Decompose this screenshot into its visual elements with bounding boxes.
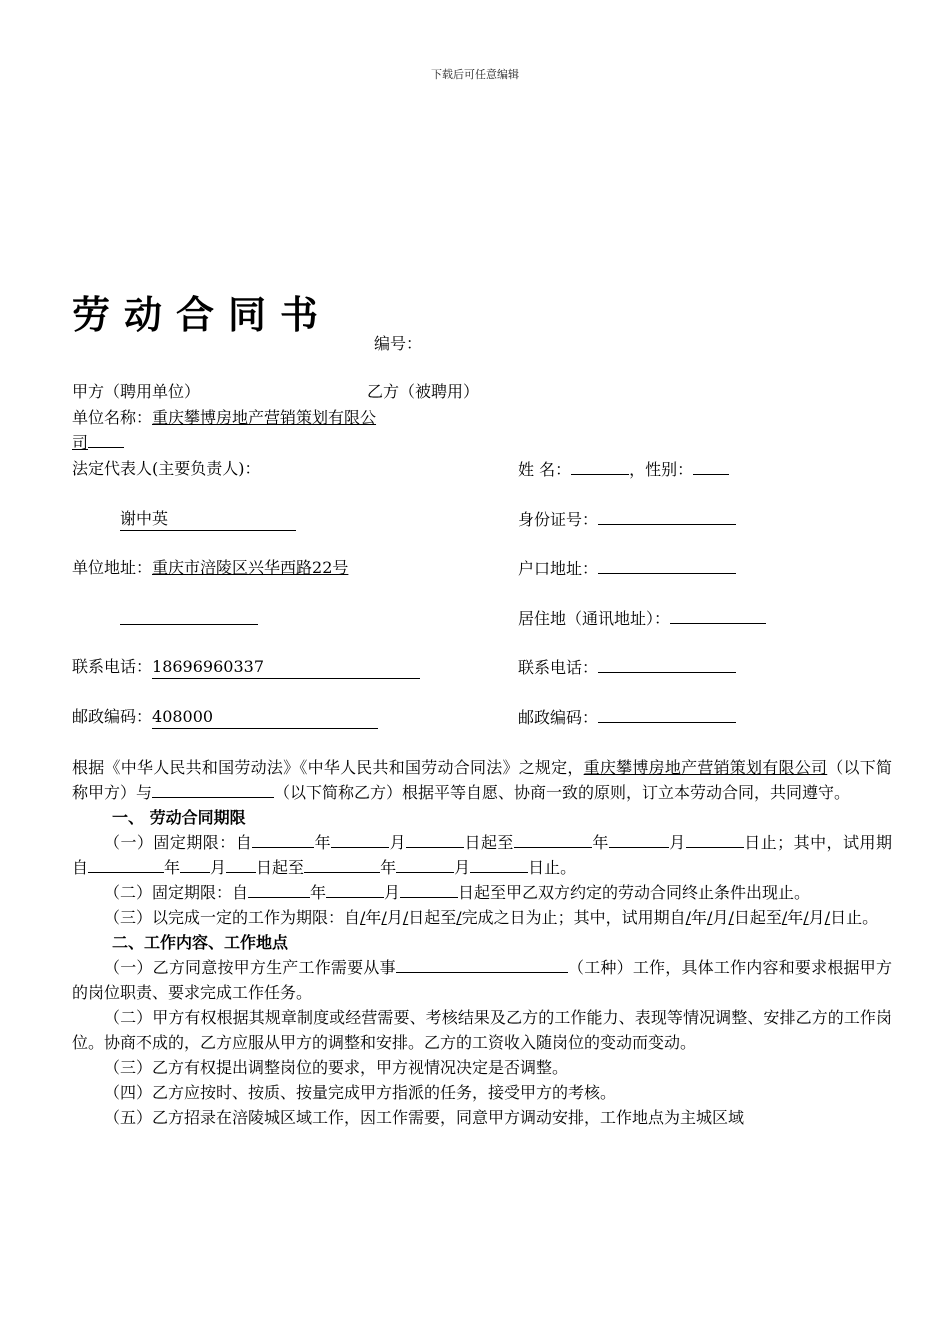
unit-address-label: 单位地址： [72, 558, 153, 577]
residence-row [518, 607, 766, 630]
contract-number-label: 编号： [374, 334, 423, 353]
unit-address-row [72, 557, 348, 579]
header-note: 下载后可任意编辑 [431, 68, 519, 81]
party-a-heading: 甲方（聘用单位） [72, 382, 201, 401]
section-2-title: 二、工作内容、工作地点 [112, 933, 289, 952]
party-a-phone-value: 18696960337 [152, 656, 420, 679]
section-1-clause-3: （三）以完成一定的工作为期限：自/年/月/日起至/完成之日为止；其中，试用期自/年/月/日起至/年/月/日止。 [104, 908, 879, 927]
unit-address-blank [120, 608, 258, 625]
party-a-phone-row [72, 656, 420, 679]
section-2-clause-3: （三）乙方有权提出调整岗位的要求，甲方视情况决定是否调整。 [104, 1058, 569, 1077]
party-b-heading: 乙方（被聘用） [367, 382, 480, 401]
residence-blank [670, 607, 766, 624]
section-2-clause-5: （五）乙方招录在涪陵城区域工作，因工作需要，同意甲方调动安排，工作地点为主城区域 [104, 1108, 745, 1127]
party-a-postcode-label: 邮政编码： [72, 707, 153, 726]
party-b-phone-blank [598, 656, 736, 673]
intro-company: 重庆攀博房地产营销策划有限公司 [583, 758, 828, 777]
residence-label: 居住地（通讯地址）： [518, 609, 671, 628]
section-1-clause-1: （一）固定期限：自 年 月 日起至 年 月 日止；其中，试用期自 年 月 日起至 年 月 日止。 [72, 833, 892, 877]
party-b-name-row [518, 458, 729, 481]
id-number-blank [598, 508, 736, 525]
section-1-clause-2: （二）固定期限：自 年 月 日起至甲乙双方约定的劳动合同终止条件出现止。 [104, 883, 811, 902]
party-b-postcode-row [518, 706, 736, 729]
party-b-phone-label: 联系电话： [518, 658, 599, 677]
legal-rep-value-row [120, 508, 296, 531]
gender-blank [693, 458, 729, 475]
name-blank [571, 458, 629, 475]
unit-name-label: 单位名称： [72, 408, 153, 427]
party-b-name-blank [152, 781, 274, 798]
party-b-phone-row [518, 656, 736, 679]
party-b-postcode-blank [598, 706, 736, 723]
section-2-clause-4: （四）乙方应按时、按质、按量完成甲方指派的任务，接受甲方的考核。 [104, 1083, 617, 1102]
gender-label: ，性别： [629, 460, 694, 479]
name-label: 姓 名： [518, 460, 572, 479]
document-title: 劳动合同书 [72, 292, 333, 337]
job-type-blank [396, 956, 568, 973]
contract-body [72, 755, 892, 1130]
legal-rep-label: 法定代表人(主要负责人)： [72, 459, 261, 478]
party-a-postcode-row [72, 706, 378, 729]
unit-name-value-cont: 司 [72, 433, 89, 452]
unit-name-blank [88, 431, 124, 448]
unit-address-value: 重庆市涪陵区兴华西路22号 [152, 558, 349, 577]
section-2-clause-2: （二）甲方有权根据其规章制度或经营需要、考核结果及乙方的工作能力、表现等情况调整、安排乙方的工作岗位。协商不成的，乙方应服从甲方的调整和安排。乙方的工资收入随岗位的变动而变动。 [72, 1008, 892, 1052]
legal-rep-value: 谢中英 [120, 508, 296, 531]
party-b-postcode-label: 邮政编码： [518, 708, 599, 727]
unit-name-value: 重庆攀博房地产营销策划有限公 [152, 408, 377, 427]
party-a-postcode-value: 408000 [152, 706, 378, 729]
unit-name-row [72, 407, 376, 429]
hukou-blank [598, 557, 736, 574]
section-2-clause-1: （一）乙方同意按甲方生产工作需要从事 （工种）工作，具体工作内容和要求根据甲方的岗位职责、要求完成工作任务。 [72, 958, 892, 1002]
hukou-row [518, 557, 736, 580]
section-1-title: 一、 劳动合同期限 [112, 808, 246, 827]
id-number-row [518, 508, 736, 531]
intro-paragraph: 根据《中华人民共和国劳动法》《中华人民共和国劳动合同法》之规定，重庆攀博房地产营销策划有限公司（以下简称甲方）与 （以下简称乙方）根据平等自愿、协商一致的原则，订立本劳动合同，共同遵守。 [72, 758, 892, 802]
id-number-label: 身份证号： [518, 510, 599, 529]
unit-name-cont-row [72, 431, 124, 454]
party-a-phone-label: 联系电话： [72, 657, 153, 676]
hukou-label: 户口地址： [518, 559, 599, 578]
